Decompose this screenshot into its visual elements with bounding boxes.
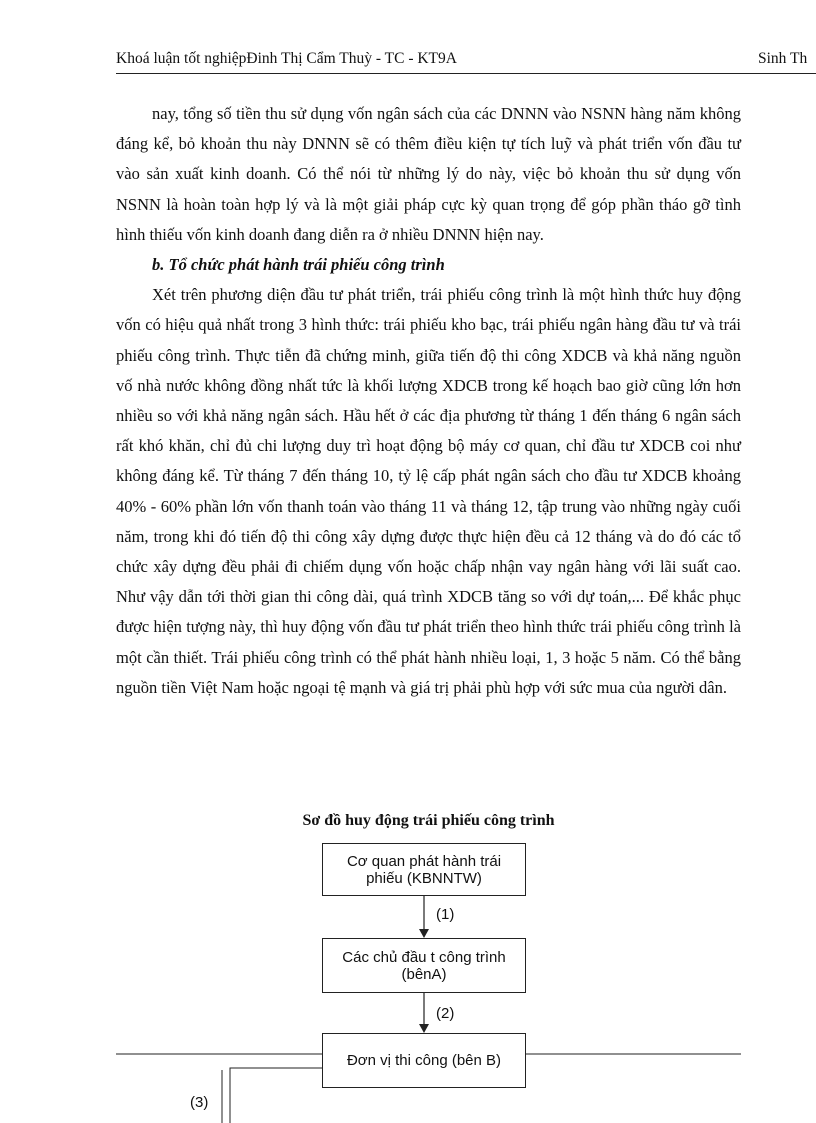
issuer-box-label: Cơ quan phát hành trái phiếu (KBNNTW) — [346, 852, 502, 887]
step-3-label: (3) — [190, 1094, 209, 1111]
diagram-title: Sơ đồ huy động trái phiếu công trình — [302, 812, 555, 829]
investor-box — [322, 938, 526, 993]
section-heading: b. Tổ chức phát hành trái phiếu công trình — [152, 255, 445, 275]
investor-box-label: Các chủ đầu t công trình (bênA) — [342, 948, 506, 983]
paragraph-1: nay, tổng số tiền thu sử dụng vốn ngân sách của các DNNN vào NSNN hàng năm không đáng kể, bỏ khoản thu này DNNN sẽ có thêm điều kiện tự tích luỹ và phát triển vốn đầu tư vào sản xuất kinh doanh. Có thể nói từ những lý do này, việc bỏ khoản thu sử dụng vốn NSNN là hoàn toàn hợp lý và là một giải pháp cực kỳ quan trọng để góp phần tháo gỡ tình hình thiếu vốn kinh doanh đang diễn ra ở nhiều DNNN hiện nay. — [116, 104, 741, 244]
issuer-box — [322, 843, 526, 896]
step-2-label: (2) — [436, 1005, 455, 1022]
contractor-box-label: Đơn vị thi công (bên B) — [346, 1052, 502, 1069]
arrow-2-head — [419, 1024, 429, 1033]
step-1-label: (1) — [436, 906, 455, 923]
contractor-box — [322, 1033, 526, 1088]
header-title: Khoá luận tốt nghiệpĐinh Thị Cẩm Thuỳ - TC - KT9A — [116, 50, 457, 67]
paragraph-2: Xét trên phương diện đầu tư phát triển, trái phiếu công trình là một hình thức huy động vốn có hiệu quả nhất trong 3 hình thức: trái phiếu kho bạc, trái phiếu ngân hàng đầu tư và trái phiếu công trình. Thực tiễn đã chứng minh, giữa tiến độ thi công XDCB và khả năng nguồn vố nhà nước không đồng nhất tức là khối lượng XDCB trong kế hoạch bao giờ cũng lớn hơn nhiều so với khả năng ngân sách. Hầu hết ở các địa phương từ tháng 1 đến tháng 6 ngân sách rất khó khăn, chỉ đủ chi lượng duy trì hoạt động bộ máy cơ quan, chỉ đầu tư XDCB coi như không đáng kể. Từ tháng 7 đến tháng 10, tỷ lệ cấp phát ngân sách cho đầu tư XDCB khoảng 40% - 60% phần lớn vốn thanh toán vào tháng 11 và tháng 12, tập trung vào những ngày cuối năm, trong khi đó tiến độ thi công xây dựng được thực hiện đều cả 12 tháng và do đó các tổ chức xây dựng đều phải đi chiếm dụng vốn hoặc chấp nhận vay ngân hàng với lãi suất cao. Như vậy dẫn tới thời gian thi công dài, quá trình XDCB tăng so với dự toán,... Để khắc phục được hiện tượng này, thì huy động vốn đầu tư phát triển theo hình thức trái phiếu công trình là một cần thiết. Trái phiếu công trình có thể phát hành nhiều loại, 1, 3 hoặc 5 năm. Có thể bằng nguồn tiền Việt Nam hoặc ngoại tệ mạnh và giá trị phải phù hợp với sức mua của người dân. — [116, 285, 741, 697]
header-right-text: Sinh Th — [758, 50, 808, 67]
arrow-1-head — [419, 929, 429, 938]
arrow-3-line — [230, 1068, 322, 1123]
